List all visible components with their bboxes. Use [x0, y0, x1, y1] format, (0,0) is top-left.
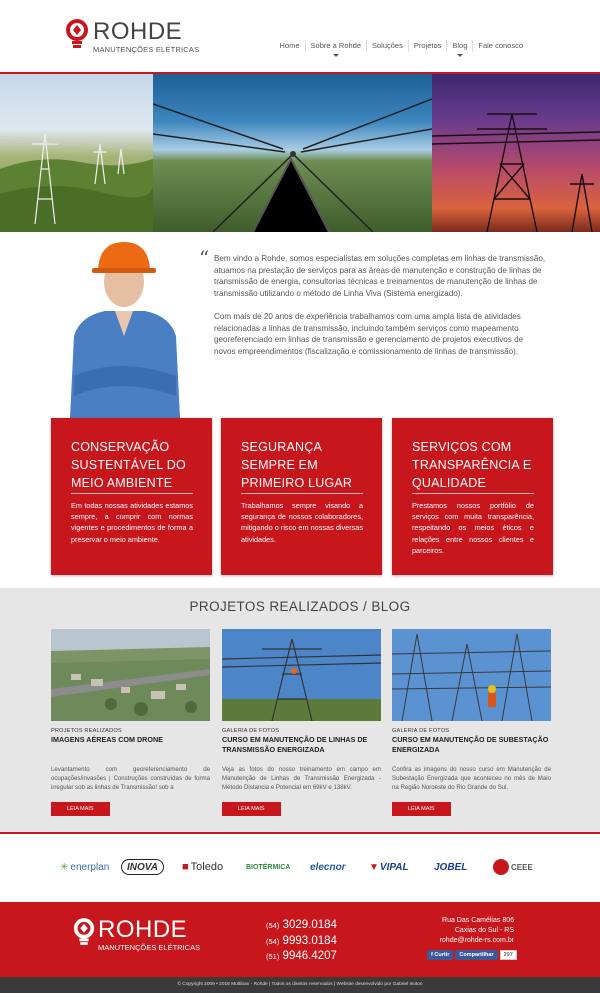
feature-title: SERVIÇOS COM TRANSPARÊNCIA E QUALIDADE	[412, 440, 532, 490]
banner-image-towers-field	[0, 74, 153, 232]
partner-logo-inova	[121, 859, 164, 875]
copyright-bar: © Copyright 2009 • 2016 Multiban - Rohde | Todos os direitos reservados | Website desenvolvido por Gabriel Isoton	[0, 977, 600, 993]
feature-box-transparency	[392, 418, 553, 575]
brand-name: ROHDE	[93, 18, 183, 45]
partner-logo-toledo	[182, 856, 223, 878]
project-title[interactable]: CURSO EM MANUTENÇÃO DE SUBESTAÇÃO ENERGIZADA	[392, 735, 549, 754]
project-image-substation-course[interactable]	[392, 629, 551, 721]
partner-logo-biotermica	[246, 856, 290, 878]
nav-projetos[interactable]: Projetos	[408, 40, 447, 52]
project-title[interactable]: IMAGENS AÉREAS COM DRONE	[51, 735, 163, 744]
hero-banner	[0, 74, 600, 232]
banner-image-tower-sunset	[432, 74, 600, 232]
projects-heading: PROJETOS REALIZADOS / BLOG	[189, 599, 411, 614]
phone-area-code: (54)	[266, 921, 280, 930]
partner-logo-enerplan	[60, 856, 109, 878]
partner-name: VIPAL	[379, 861, 409, 873]
phone-number: 9993.0184	[282, 934, 337, 947]
main-nav	[275, 40, 528, 52]
nav-sobre[interactable]	[305, 40, 366, 52]
like-count: 297	[500, 950, 517, 960]
partner-name: elecnor	[310, 861, 346, 873]
aerial-town-illustration	[51, 629, 210, 721]
tower-field-illustration	[0, 74, 153, 232]
feature-text: Prestamos nossos portfólio de serviços com muita transparência, respeitando os meios éticos e relações entre nossos clientes e parceiros.	[412, 501, 534, 555]
tower-workers-illustration	[222, 629, 381, 721]
footer-logo[interactable]	[72, 916, 202, 958]
read-more-button[interactable]: LEIA MAIS	[51, 802, 110, 816]
like-label: Curtir	[434, 952, 450, 958]
project-image-lines-course[interactable]	[222, 629, 381, 721]
facebook-like-button[interactable]	[427, 950, 453, 960]
nav-blog-label: Blog	[452, 41, 468, 50]
feature-divider	[412, 493, 534, 494]
intro-paragraph-2: Com mais de 20 anos de experiência trabalhamos com uma ampla lista de atividades relacionadas a linhas de transmissão, incluindo também serviços como mapeamento georeferenciado em linhas de transmissão e gerenciamento de projetos executivos de novos empreendimentos (fiscalização e comissionamento de linhas de transmissão).	[214, 311, 524, 356]
quote-icon: “	[199, 246, 210, 270]
feature-text: Em todas nossas atividades estamos sempre, a cumprir com normas vigentes e procedimentos de forma a preservar o meio ambiente.	[71, 501, 193, 544]
partner-name: JOBEL	[434, 861, 468, 873]
feature-divider	[241, 493, 363, 494]
intro-text	[214, 253, 546, 369]
feature-box-safety	[221, 418, 382, 575]
ceee-icon	[493, 859, 509, 875]
footer-brand-tagline: MANUTENÇÕES ELÉTRICAS	[98, 943, 201, 952]
project-category: GALERIA DE FOTOS	[222, 728, 280, 734]
caret-down-icon	[457, 54, 463, 57]
lightbulb-logo-icon	[64, 18, 90, 50]
project-description: Veja as fotos do nosso treinamento em campo em Manutenção de Linhas de Transmissão Energizada - Método Distancia e Potencial em 69kV e 138kV.	[222, 766, 381, 791]
phone-number: 3029.0184	[282, 919, 337, 931]
lightbulb-logo-icon	[72, 916, 96, 948]
substation-illustration	[392, 629, 551, 721]
partner-logo-vipal	[369, 856, 409, 878]
transmission-lines-illustration	[153, 74, 432, 232]
leaf-icon: ✳	[60, 861, 69, 873]
project-category: GALERIA DE FOTOS	[392, 728, 450, 734]
nav-fale-conosco[interactable]: Fale conosco	[472, 40, 528, 52]
partner-logo-elecnor	[310, 856, 346, 878]
vipal-icon: ▼	[369, 861, 379, 873]
facebook-share-button[interactable]: Compartilhar	[455, 950, 497, 960]
facebook-icon: f	[431, 952, 435, 958]
header-logo[interactable]	[64, 18, 200, 60]
partner-name: BIOTÉRMICA	[246, 863, 291, 871]
project-card	[222, 629, 381, 816]
phone-line[interactable]	[266, 918, 337, 934]
project-card	[392, 629, 551, 816]
read-more-button[interactable]: LEIA MAIS	[222, 802, 281, 816]
feature-box-environment	[51, 418, 212, 575]
phone-area-code: (51)	[266, 952, 280, 961]
project-description: Levantamento com georeferenciamento de ocupações/invasões | Construções construídas de forma irregular sob as linhas de Transmissão! sob a	[51, 766, 210, 791]
nav-solucoes[interactable]: Soluções	[366, 40, 408, 52]
feature-text: Trabalhamos sempre visando a segurança de nossos colaboradores, mitigando o risco em nossas diversas atividades.	[241, 501, 363, 544]
site-header	[0, 0, 600, 72]
footer-address	[440, 916, 514, 946]
contact-email[interactable]: rohde@rohde-rs.com.br	[439, 937, 514, 944]
social-buttons	[427, 950, 517, 960]
partner-name: CEEE	[511, 862, 533, 872]
project-card	[51, 629, 210, 816]
phone-line[interactable]	[266, 949, 337, 965]
project-image-drone[interactable]	[51, 629, 210, 721]
partner-name: enerplan	[70, 861, 110, 873]
toledo-icon: ■	[182, 861, 189, 873]
feature-title: SEGURANÇA SEMPRE EM PRIMEIRO LUGAR	[241, 440, 353, 490]
partner-logo-ceee	[493, 856, 533, 878]
nav-blog[interactable]	[446, 40, 472, 52]
nav-sobre-label: Sobre a Rohde	[310, 41, 361, 50]
intro-paragraph-1: Bem vindo a Rohde, somos especialistas em soluções completas em linhas de transmissão, atuamos na prestação de serviços para as áreas de manutenção e construção de linhas de transmissão de energia, consultorias técnicas e treinamentos de manutenção de linhas de transmissão utilizando o método de Linha Viva (Sistema energizado).	[214, 254, 546, 299]
phone-number: 9946.4207	[282, 950, 337, 962]
phone-area-code: (54)	[266, 936, 280, 946]
footer-brand-name: ROHDE	[98, 916, 188, 943]
project-category: PROJETOS REALIZADOS	[51, 728, 122, 734]
read-more-button[interactable]: LEIA MAIS	[392, 802, 451, 816]
engineer-photo	[60, 236, 188, 418]
brand-tagline: MANUTENÇÕES ELÉTRICAS	[93, 45, 200, 54]
project-title[interactable]: CURSO EM MANUTENÇÃO DE LINHAS DE TRANSMISSÃO ENERGIZADA	[222, 735, 368, 754]
tower-sunset-illustration	[432, 74, 600, 232]
footer-phones	[266, 918, 337, 965]
project-description: Confira as imagens do nosso curso em Manutenção de Subestação Energizada que aconteceu no mês de Maio na Região Noroeste do Rio Grande do Sul.	[392, 766, 551, 791]
address-city: Caxias do Sul - RS	[454, 927, 514, 934]
partner-name: INOVA	[127, 861, 158, 873]
feature-title: CONSERVAÇÃO SUSTENTÁVEL DO MEIO AMBIENTE	[71, 440, 186, 490]
address-street: Rua Das Camélias 806	[442, 917, 514, 924]
caret-down-icon	[333, 54, 339, 57]
partner-name: Toledo	[190, 861, 224, 873]
feature-divider	[71, 493, 193, 494]
banner-image-lines-perspective	[153, 74, 432, 232]
phone-line[interactable]	[266, 934, 337, 950]
nav-home[interactable]: Home	[279, 41, 300, 50]
partner-logo-jobel	[434, 856, 467, 878]
